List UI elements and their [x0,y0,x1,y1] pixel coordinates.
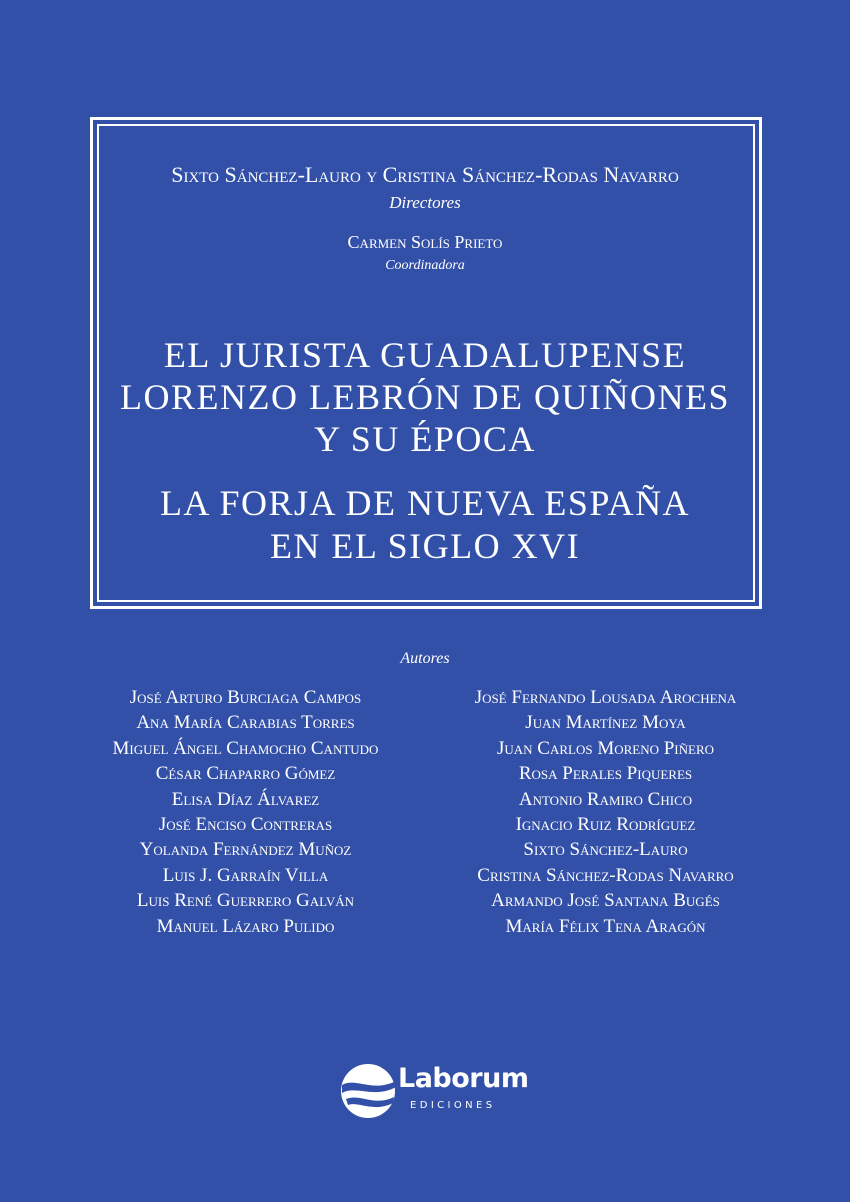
author-name: María Félix Tena Aragón [505,915,706,937]
author-name: Ignacio Ruiz Rodríguez [515,813,696,835]
author-name: Juan Martínez Moya [525,712,686,734]
directors-names: Sixto Sánchez-Lauro y Cristina Sánchez-Rodas Navarro [171,162,679,187]
coordinator-role: Coordinadora [385,258,465,273]
book-subtitle-line-1: LA FORJA DE NUEVA ESPAÑA [159,483,691,523]
book-title-line-3: Y SU ÉPOCA [314,419,536,459]
publisher-sub: EDICIONES [410,1100,496,1111]
directors-role: Directores [389,193,461,212]
book-title-line-2: LORENZO LEBRÓN DE QUIÑONES [120,377,730,417]
author-name: César Chaparro Gómez [155,763,336,785]
author-name: José Fernando Lousada Arochena [474,687,737,708]
authors-right-column [428,685,783,939]
publisher-name: Laborum [398,1063,529,1094]
author-name: Sixto Sánchez-Lauro [523,839,688,861]
book-title-line-1: EL JURISTA GUADALUPENSE [163,335,687,375]
book-subtitle-line-2: EN EL SIGLO XVI [269,526,581,566]
author-name: Yolanda Fernández Muñoz [139,839,352,861]
author-name: Ana María Carabias Torres [136,712,355,734]
authors-left-column [68,685,423,939]
author-name: José Enciso Contreras [158,813,333,835]
author-name: Luis René Guerrero Galván [136,890,355,912]
authors-label: Autores [400,650,450,667]
coordinator-name: Carmen Solís Prieto [347,232,503,252]
author-name: Cristina Sánchez-Rodas Navarro [477,864,734,886]
author-name: Armando José Santana Bugés [491,890,720,912]
author-name: José Arturo Burciaga Campos [129,687,362,708]
author-name: Antonio Ramiro Chico [518,788,693,810]
author-name: Elisa Díaz Álvarez [171,788,320,810]
author-name: Rosa Perales Piqueres [518,763,693,785]
author-name: Luis J. Garraín Villa [162,864,329,886]
author-name: Juan Carlos Moreno Piñero [496,737,715,759]
author-name: Manuel Lázaro Pulido [156,915,335,937]
author-name: Miguel Ángel Chamocho Cantudo [112,737,379,759]
